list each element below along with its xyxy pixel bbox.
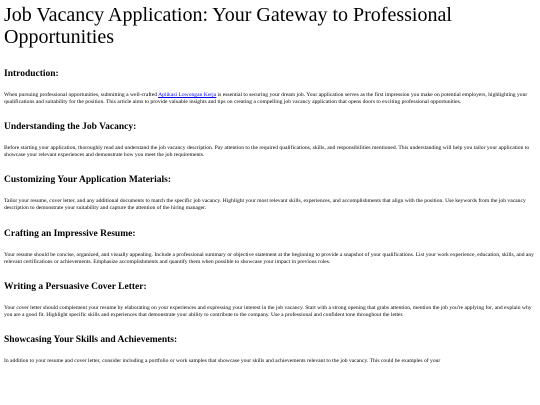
section-heading: Writing a Persuasive Cover Letter: [4, 281, 147, 292]
section-introduction [4, 68, 536, 106]
section-paragraph: Tailor your resume, cover letter, and any additional documents to match the specific job vacancy. Highlight your most relevant skills, experiences, and accomplishments that align with the position. Use keywords from the job vacancy description to demonstrate your suitability and capture the attention of the hiring manager. [4, 198, 526, 212]
paragraph-text: When pursuing professional opportunities, submitting a well-crafted [4, 92, 159, 98]
section-heading: Introduction: [4, 69, 59, 79]
section-heading: Understanding the Job Vacancy: [4, 122, 137, 133]
section-customizing [4, 174, 536, 212]
section-skills [4, 334, 536, 365]
section-resume [4, 228, 536, 266]
section-paragraph: Your cover letter should complement your resume by elaborating on your experiences and expressing your interest in the job vacancy. Start with a strong opening that grabs attention, mention the job you're applying for, and explain why you are a good fit. Highlight specific skills and experiences that demonstrate your ability to contribute to the company. Use a professional and confident tone throughout the letter. [4, 304, 532, 318]
section-paragraph: Your resume should be concise, organized, and visually appealing. Include a professional summary or objective statement at the beginning to provide a snapshot of your qualifications. List your work experience, education, skills, and any relevant certifications or achievements. Emphasize accomplishments and quantify them when possible to showcase your impact in previous roles. [4, 251, 534, 265]
section-cover-letter [4, 281, 536, 319]
aplikasi-lowongan-kerja-link[interactable]: Aplikasi Lowongan Kerja [158, 92, 217, 98]
section-paragraph: In addition to your resume and cover letter, consider including a portfolio or work samples that showcase your skills and achievements relevant to the job vacancy. This could be examples of your [4, 357, 441, 364]
section-paragraph: Before starting your application, thoroughly read and understand the job vacancy description. Pay attention to the required qualifications, skills, and responsibilities mentioned. This understanding will help you tailor your application to showcase your relevant experiences and demonstrate how you meet the job requirements. [4, 145, 530, 159]
section-understanding [4, 121, 536, 159]
article-title: Job Vacancy Application: Your Gateway to Professional Opportunities [4, 4, 452, 48]
section-heading: Crafting an Impressive Resume: [4, 228, 136, 239]
section-paragraph [4, 92, 536, 106]
section-heading: Showcasing Your Skills and Achievements: [4, 334, 178, 345]
paragraph-text: is essential to securing your dream job. Your application serves as the first impression you make on potential employers, highlighting your qualifications and suitability for the position. This article aims to provide valuable insights and tips on creating a compelling job vacancy application that opens doors to exciting professional opportunities. [4, 92, 528, 106]
section-heading: Customizing Your Application Materials: [4, 175, 172, 186]
